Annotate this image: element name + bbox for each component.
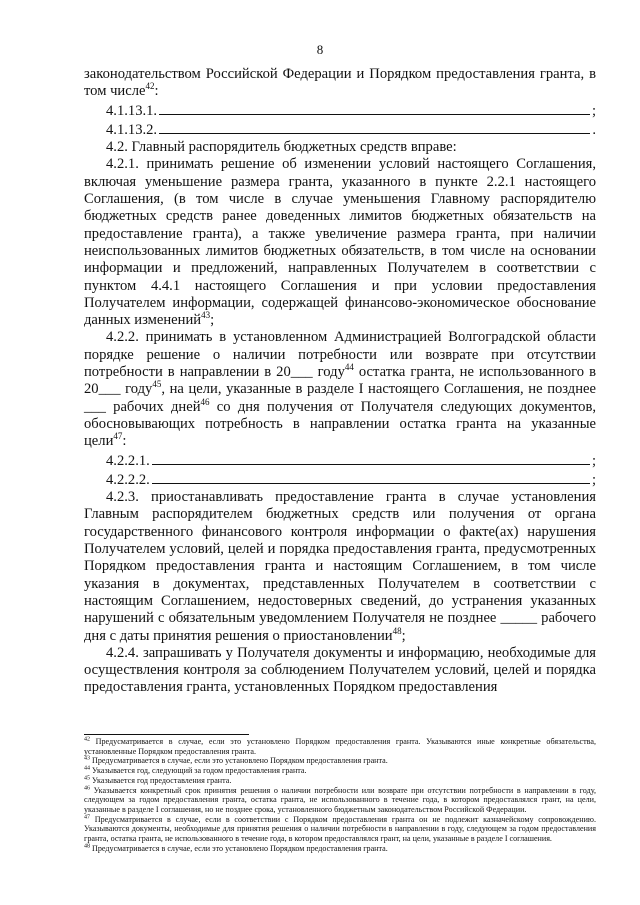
blank-line-4-1-13-2: 4.1.13.2. . (106, 121, 596, 138)
paragraph-4-2-3: 4.2.3. приостанавливать предоставление гранта в случае установления Главным распорядителем бюджетных средств или получения от органа государственного финансового контроля информации о факте(ах) нарушения Получателем условий, целей и порядка предоставления гранта, предусмотренных Порядком предоставления гранта и настоящим Соглашением, в том числе указания в документах, представленных Получателем в соответствии с настоящим Соглашением, недостоверных сведений, до устранения указанных нарушений с обязательным уведомлением Получателя не позднее _____ рабочего дня с даты принятия решения о приостановлении$^{48}$; (84, 489, 596, 644)
footnotes (84, 737, 596, 853)
footnote-separator (84, 734, 249, 735)
document-body (84, 66, 596, 697)
blank-line-4-2-2-2: 4.2.2.2. ; (106, 471, 596, 488)
footnote-45: $^{45}$ Указывается год предоставления гранта. (84, 775, 232, 785)
paragraph-4-1-13-intro: законодательством Российской Федерации и Порядком предоставления гранта, в том числе$^{42}$: (84, 66, 596, 100)
footnote-43: $^{43}$ Предусматривается в случае, если это установлено Порядком предоставления гранта. (84, 755, 388, 766)
footnote-44: $^{44}$ Указывается год, следующий за годом предоставления гранта. (84, 765, 307, 776)
footnote-46: $^{46}$ Указывается конкретный срок принятия решения о наличии потребности или возврате при отсутствии потребности в направлении в году, следующем за годом предоставления гранта, остатка гранта, не использованного в течение года, в котором предоставлялся грант, на цели, указанные в разделе I соглашения, но не позднее срока, установленного бюджетным законодательством Российской Федерации. (84, 784, 596, 814)
paragraph-4-2-1: 4.2.1. принимать решение об изменении условий настоящего Соглашения, включая уменьшение размера гранта, указанного в пункте 2.2.1 настоящего Соглашения, (в том числе в случае уменьшения Главному распорядителю бюджетных средств ранее доведенных лимитов бюджетных обязательств на предоставление гранта), а также увеличение размера гранта, при наличии неиспользованных лимитов бюджетных обязательств, в том числе на основании информации и предложений, направленных Получателем в соответствии с пунктом 4.4.1 настоящего Соглашения и при условии предоставления Получателем информации, содержащей финансово-экономическое обоснование данных изменений$^{43}$; (84, 156, 596, 329)
footnote-47: $^{47}$ Предусматривается в случае, если в соответствии с Порядком предоставления гранта он не подлежит казначейскому сопровождению. Указываются документы, необходимые для принятия решения о наличии потребности в направлении в году, следующем за годом предоставления гранта, остатка гранта, не использованного в течение года, в котором предоставлялся грант, на цели, указанные в разделе I соглашения. (84, 813, 596, 844)
footnote-42: $^{42}$ Предусматривается в случае, если это установлено Порядком предоставления гранта. Указываются иные конкретные обязательства, установленные Порядком предоставления гранта. (84, 736, 596, 756)
footnote-48: $^{48}$ Предусматривается в случае, если это установлено Порядком предоставления гранта. (84, 843, 388, 853)
paragraph-4-2-4: 4.2.4. запрашивать у Получателя документы и информацию, необходимые для осуществления контроля за соблюдением Получателем условий, целей и порядка предоставления гранта, установленных Порядком предоставления (84, 644, 596, 696)
paragraph-4-2: 4.2. Главный распорядитель бюджетных средств вправе: (106, 139, 457, 156)
blank-line-4-2-2-1: 4.2.2.1. ; (106, 452, 596, 469)
page-number: 8 (316, 42, 324, 57)
paragraph-4-2-2: 4.2.2. принимать в установленном Администрацией Волгоградской области порядке решение о наличии потребности или возврате при отсутствии потребности в направлении в 20___ году$^{44}$ остатка гранта, не использованного в 20___ году$^{45}$, на цели, указанные в разделе I настоящего Соглашения, не позднее ___ рабочих дней$^{46}$ со дня получения от Получателя следующих документов, обосновывающих потребность в направлении остатка гранта на указанные цели$^{47}$: (84, 329, 597, 450)
blank-line-4-1-13-1: 4.1.13.1. ; (106, 102, 596, 119)
